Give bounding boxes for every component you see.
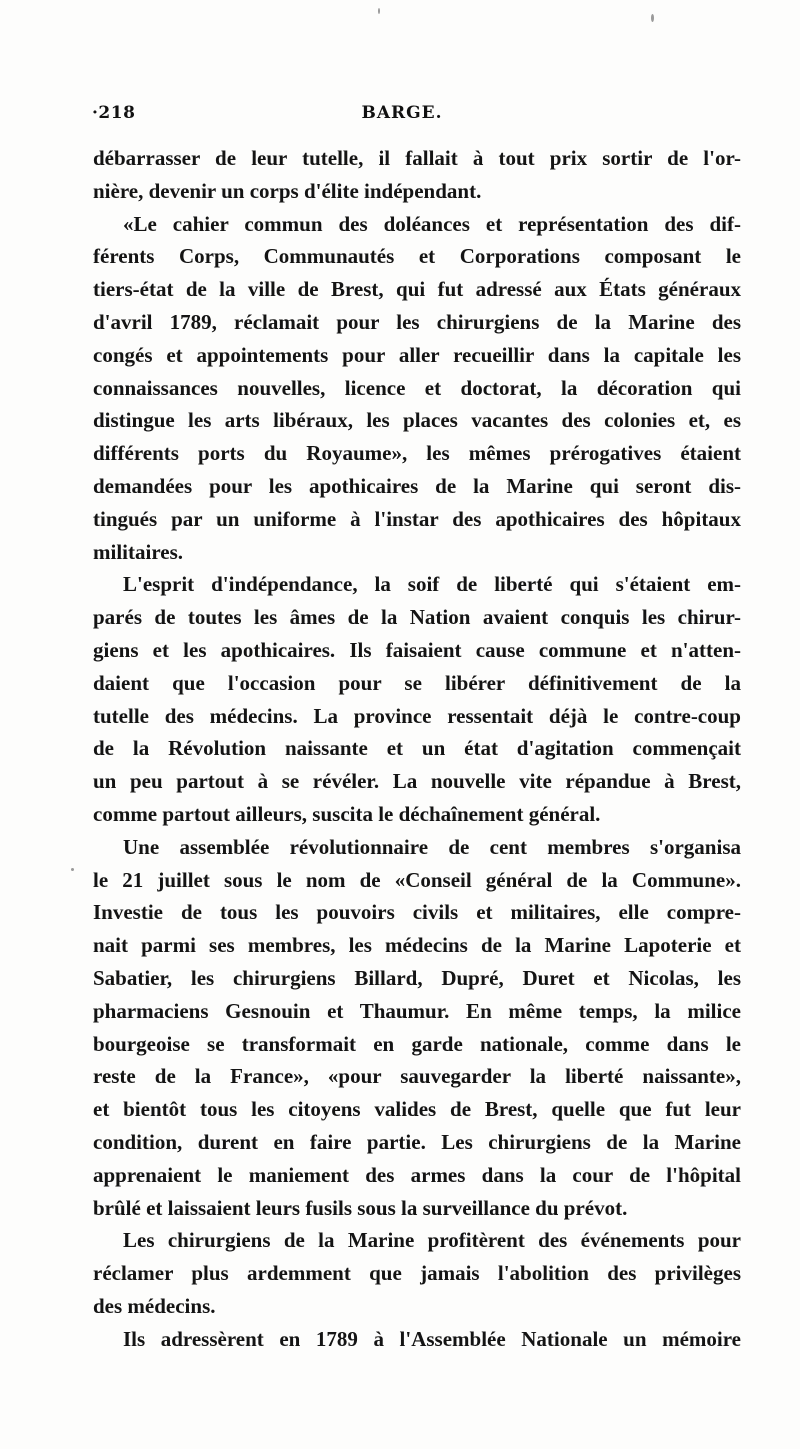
text-line: bourgeoise se transformait en garde nationale, comme dans le [93, 1031, 741, 1056]
text-line: débarrasser de leur tutelle, il fallait à tout prix sortir de l'or- [93, 146, 741, 170]
text-line: tingués par un uniforme à l'instar des apothicaires des hôpitaux [93, 506, 741, 531]
text-line: différents ports du Royaume», les mêmes prérogatives étaient [93, 441, 741, 466]
text-line: nière, devenir un corps d'élite indépendant. [93, 178, 482, 203]
text-line: nait parmi ses membres, les médecins de la Marine Lapoterie et [93, 933, 741, 958]
text-line: apprenaient le maniement des armes dans la cour de l'hôpital [93, 1162, 741, 1187]
text-line: d'avril 1789, réclamait pour les chirurgiens de la Marine des [93, 309, 741, 334]
text-line: parés de toutes les âmes de la Nation avaient conquis les chirur- [93, 605, 741, 630]
text-line: reste de la France», «pour sauvegarder la liberté naissante», [93, 1064, 741, 1089]
text-line: demandées pour les apothicaires de la Marine qui seront dis- [93, 473, 741, 498]
running-head: BARGE. [361, 103, 443, 123]
page-header [92, 103, 712, 131]
text-line: L'esprit d'indépendance, la soif de liberté qui s'étaient em- [123, 572, 741, 597]
text-line: militaires. [93, 539, 184, 564]
text-line: brûlé et laissaient leurs fusils sous la surveillance du prévot. [93, 1195, 628, 1220]
text-line: «Le cahier commun des doléances et représentation des dif- [123, 211, 741, 236]
text-line: le 21 juillet sous le nom de «Conseil général de la Commune». [93, 867, 741, 892]
text-line: Investie de tous les pouvoirs civils et militaires, elle compre- [93, 900, 741, 925]
page-number: ·218 [92, 103, 136, 123]
text-line: Une assemblée révolutionnaire de cent membres s'organisa [123, 834, 741, 859]
text-line: congés et appointements pour aller recueillir dans la capitale les [93, 342, 741, 367]
paper-speck [651, 14, 654, 22]
text-line: férents Corps, Communautés et Corporations composant le [93, 244, 741, 269]
text-line: un peu partout à se révéler. La nouvelle vite répandue à Brest, [93, 769, 741, 794]
text-line: connaissances nouvelles, licence et doctorat, la décoration qui [93, 375, 741, 400]
text-line: comme partout ailleurs, suscita le déchaînement général. [93, 801, 601, 826]
text-line: Ils adressèrent en 1789 à l'Assemblée Nationale un mémoire [123, 1326, 741, 1351]
text-line: Les chirurgiens de la Marine profitèrent des événements pour [123, 1228, 741, 1253]
text-line: pharmaciens Gesnouin et Thaumur. En même temps, la milice [93, 998, 741, 1023]
paper-speck [378, 8, 380, 14]
text-line: daient que l'occasion pour se libérer définitivement de la [93, 670, 741, 695]
text-line: distingue les arts libéraux, les places vacantes des colonies et, es [93, 408, 741, 433]
text-line: des médecins. [93, 1293, 216, 1318]
text-line: giens et les apothicaires. Ils faisaient cause commune et n'atten- [93, 637, 741, 662]
text-line: et bientôt tous les citoyens valides de Brest, quelle que fut leur [93, 1097, 741, 1122]
text-line: tutelle des médecins. La province ressentait déjà le contre-coup [93, 703, 741, 728]
paper-speck [71, 868, 74, 871]
text-line: Sabatier, les chirurgiens Billard, Dupré, Duret et Nicolas, les [93, 965, 741, 990]
body-text [93, 142, 741, 1355]
text-line: réclamer plus ardemment que jamais l'abolition des privilèges [93, 1261, 741, 1286]
text-line: de la Révolution naissante et un état d'agitation commençait [93, 736, 741, 761]
text-line: tiers-état de la ville de Brest, qui fut adressé aux États généraux [93, 277, 741, 302]
text-line: condition, durent en faire partie. Les chirurgiens de la Marine [93, 1129, 741, 1154]
